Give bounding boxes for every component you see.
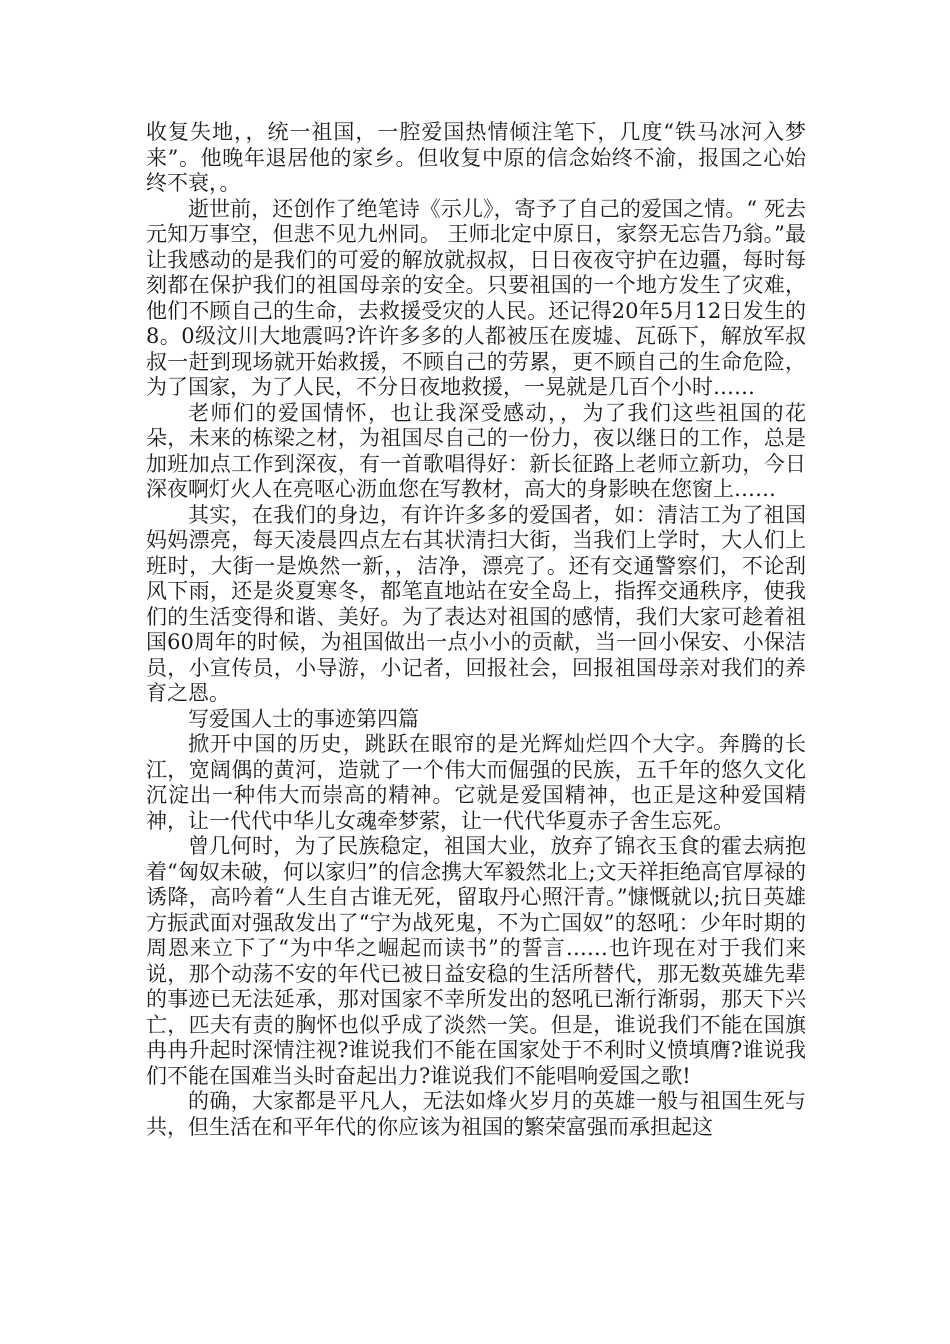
document-body — [146, 120, 806, 1140]
paragraph-5: 掀开中国的历史，跳跃在眼帘的是光辉灿烂四个大字。奔腾的长江，宽阔偶的黄河，造就了一个伟大而倔强的民族，五千年的悠久文化沉淀出一种伟大而崇高的精神。它就是爱国精神，也正是这种爱国精神，让一代代中华儿女魂牵梦萦，让一代代华夏赤子舍生忘死。 — [146, 732, 806, 833]
paragraph-6: 曾几何时，为了民族稳定，祖国大业，放弃了锦衣玉食的霍去病抱着“匈奴未破，何以家归”的信念携大军毅然北上;文天祥拒绝高官厚禄的诱降，高吟着“人生自古谁无死，留取丹心照汗青。”慷慨就以;抗日英雄方振武面对强敌发出了“宁为战死鬼，不为亡国奴”的怒吼：少年时期的周恩来立下了“为中华之崛起而读书”的誓言……也许现在对于我们来说，那个动荡不安的年代已被日益安稳的生活所替代，那无数英雄先辈的事迹已无法延承，那对国家不幸所发出的怒吼已渐行渐弱，那天下兴亡，匹夫有责的胸怀也似乎成了淡然一笑。但是，谁说我们不能在国旗冉冉升起时深情注视?谁说我们不能在国家处于不利时义愤填膺?谁说我们不能在国难当头时奋起出力?谁说我们不能唱响爱国之歌! — [146, 834, 806, 1088]
paragraph-1: 收复失地，，统一祖国，一腔爱国热情倾注笔下，几度“铁马冰河入梦来”。他晚年退居他的家乡。但收复中原的信念始终不渝，报国之心始终不衰，。 — [146, 120, 806, 195]
paragraph-7: 的确，大家都是平凡人，无法如烽火岁月的英雄一般与祖国生死与共，但生活在和平年代的你应该为祖国的繁荣富强而承担起这 — [146, 1089, 806, 1139]
paragraph-2: 逝世前，还创作了绝笔诗《示儿》，寄予了自己的爱国之情。“ 死去元知万事空，但悲不见九州同。 王师北定中原日，家祭无忘告乃翁。”最让我感动的是我们的可爱的解放就叔叔，日日夜夜守护在边疆，每时每刻都在保护我们的祖国母亲的安全。只要祖国的一个地方发生了灾难，他们不顾自己的生命，去救援受灾的人民。还记得20年5月12日发生的8。0级汶川大地震吗?许许多多的人都被压在废墟、瓦砾下，解放军叔叔一赶到现场就开始救援，不顾自己的劳累，更不顾自己的生命危险，为了国家，为了人民，不分日夜地救援，一晃就是几百个小时…… — [146, 196, 806, 399]
section-heading: 写爱国人士的事迹第四篇 — [188, 706, 419, 731]
paragraph-4: 其实，在我们的身边，有许许多多的爱国者，如：清洁工为了祖国妈妈漂亮，每天凌晨四点左右其状清扫大街，当我们上学时，大人们上班时，大街一是焕然一新，，洁净，漂亮了。还有交通警察们，不论刮风下雨，还是炎夏寒冬，都笔直地站在安全岛上，指挥交通秩序，使我们的生活变得和谐、美好。为了表达对祖国的感情，我们大家可趁着祖国60周年的时候，为祖国做出一点小小的贡献，当一回小保安、小保洁员，小宣传员，小导游，小记者，回报社会，回报祖国母亲对我们的养育之恩。 — [146, 502, 806, 705]
paragraph-3: 老师们的爱国情怀，也让我深受感动，，为了我们这些祖国的花朵，未来的栋梁之材，为祖国尽自己的一份力，夜以继日的工作，总是加班加点工作到深夜，有一首歌唱得好：新长征路上老师立新功，今日深夜啊灯火人在亮呕心沥血您在写教材，高大的身影映在您窗上…… — [146, 400, 806, 501]
